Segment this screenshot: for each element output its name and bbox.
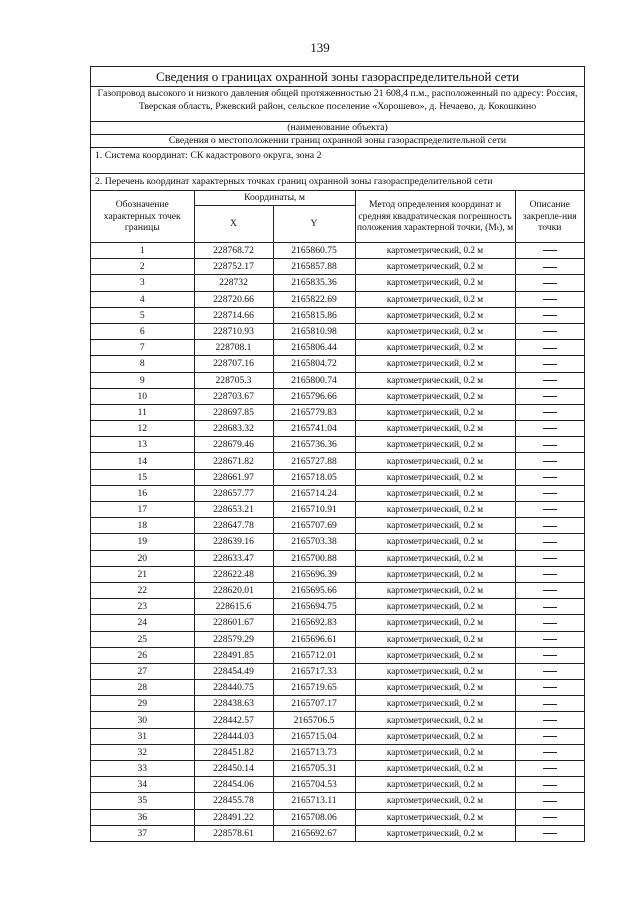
y-cell: 2165727.88 bbox=[273, 453, 355, 469]
table-row bbox=[91, 728, 584, 744]
point-cell: 31 bbox=[91, 728, 194, 744]
dash-mark bbox=[543, 526, 557, 527]
x-cell: 228444.03 bbox=[194, 728, 273, 744]
x-cell: 228491.85 bbox=[194, 647, 273, 663]
method-cell: картометрический, 0.2 м bbox=[355, 680, 515, 696]
method-cell: картометрический, 0.2 м bbox=[355, 469, 515, 485]
table-row bbox=[91, 453, 584, 469]
header-method: Метод определения координат и средняя квадратическая погрешность положения характерной точки, (Mₜ), м bbox=[355, 191, 515, 243]
x-cell: 228679.46 bbox=[194, 437, 273, 453]
description-cell bbox=[515, 582, 584, 598]
y-cell: 2165835.36 bbox=[273, 275, 355, 291]
description-cell bbox=[515, 421, 584, 437]
point-cell: 26 bbox=[91, 647, 194, 663]
x-cell: 228601.67 bbox=[194, 615, 273, 631]
y-cell: 2165704.53 bbox=[273, 777, 355, 793]
dash-mark bbox=[543, 461, 557, 462]
table-row bbox=[91, 437, 584, 453]
x-cell: 228442.57 bbox=[194, 712, 273, 728]
dash-mark bbox=[543, 752, 557, 753]
method-cell: картометрический, 0.2 м bbox=[355, 728, 515, 744]
x-cell: 228450.14 bbox=[194, 761, 273, 777]
coordinates-list-title: 2. Перечень координат характерных точках границ охранной зоны газораспределительной сети bbox=[91, 174, 584, 191]
point-cell: 4 bbox=[91, 291, 194, 307]
dash-mark bbox=[543, 720, 557, 721]
x-cell: 228703.67 bbox=[194, 388, 273, 404]
point-cell: 9 bbox=[91, 372, 194, 388]
table-row bbox=[91, 469, 584, 485]
point-cell: 29 bbox=[91, 696, 194, 712]
object-block bbox=[91, 87, 584, 122]
method-cell: картометрический, 0.2 м bbox=[355, 275, 515, 291]
table-row bbox=[91, 825, 584, 841]
x-cell: 228454.49 bbox=[194, 663, 273, 679]
y-cell: 2165717.33 bbox=[273, 663, 355, 679]
x-cell: 228707.16 bbox=[194, 356, 273, 372]
y-cell: 2165822.69 bbox=[273, 291, 355, 307]
method-cell: картометрический, 0.2 м bbox=[355, 550, 515, 566]
description-cell bbox=[515, 534, 584, 550]
point-cell: 2 bbox=[91, 259, 194, 275]
y-cell: 2165692.83 bbox=[273, 615, 355, 631]
dash-mark bbox=[543, 590, 557, 591]
table-row bbox=[91, 744, 584, 760]
method-cell: картометрический, 0.2 м bbox=[355, 566, 515, 582]
point-cell: 28 bbox=[91, 680, 194, 696]
table-header-row bbox=[91, 191, 584, 206]
method-cell: картометрический, 0.2 м bbox=[355, 388, 515, 404]
x-cell: 228639.16 bbox=[194, 534, 273, 550]
x-cell: 228491.22 bbox=[194, 809, 273, 825]
method-cell: картометрический, 0.2 м bbox=[355, 243, 515, 259]
method-cell: картометрический, 0.2 м bbox=[355, 518, 515, 534]
table-row bbox=[91, 647, 584, 663]
dash-mark bbox=[543, 817, 557, 818]
description-cell bbox=[515, 777, 584, 793]
y-cell: 2165710.91 bbox=[273, 502, 355, 518]
y-cell: 2165713.73 bbox=[273, 744, 355, 760]
point-cell: 14 bbox=[91, 453, 194, 469]
description-cell bbox=[515, 502, 584, 518]
y-cell: 2165694.75 bbox=[273, 599, 355, 615]
y-cell: 2165796.66 bbox=[273, 388, 355, 404]
method-cell: картометрический, 0.2 м bbox=[355, 712, 515, 728]
description-cell bbox=[515, 615, 584, 631]
method-cell: картометрический, 0.2 м bbox=[355, 744, 515, 760]
table-row bbox=[91, 421, 584, 437]
description-cell bbox=[515, 275, 584, 291]
description-cell bbox=[515, 647, 584, 663]
description-cell bbox=[515, 307, 584, 323]
y-cell: 2165696.61 bbox=[273, 631, 355, 647]
y-cell: 2165857.88 bbox=[273, 259, 355, 275]
method-cell: картометрический, 0.2 м bbox=[355, 663, 515, 679]
description-cell bbox=[515, 566, 584, 582]
dash-mark bbox=[543, 623, 557, 624]
table-row bbox=[91, 599, 584, 615]
y-cell: 2165810.98 bbox=[273, 323, 355, 339]
header-y: Y bbox=[273, 206, 355, 243]
description-cell bbox=[515, 388, 584, 404]
header-x: X bbox=[194, 206, 273, 243]
point-cell: 23 bbox=[91, 599, 194, 615]
method-cell: картометрический, 0.2 м bbox=[355, 437, 515, 453]
point-cell: 37 bbox=[91, 825, 194, 841]
method-cell: картометрический, 0.2 м bbox=[355, 502, 515, 518]
table-row bbox=[91, 663, 584, 679]
dash-mark bbox=[543, 380, 557, 381]
description-cell bbox=[515, 793, 584, 809]
method-cell: картометрический, 0.2 м bbox=[355, 453, 515, 469]
description-cell bbox=[515, 825, 584, 841]
dash-mark bbox=[543, 785, 557, 786]
x-cell: 228752.17 bbox=[194, 259, 273, 275]
description-cell bbox=[515, 323, 584, 339]
method-cell: картометрический, 0.2 м bbox=[355, 825, 515, 841]
dash-mark bbox=[543, 493, 557, 494]
x-cell: 228454.06 bbox=[194, 777, 273, 793]
x-cell: 228705.3 bbox=[194, 372, 273, 388]
point-cell: 17 bbox=[91, 502, 194, 518]
y-cell: 2165800.74 bbox=[273, 372, 355, 388]
table-row bbox=[91, 404, 584, 420]
y-cell: 2165706.5 bbox=[273, 712, 355, 728]
dash-mark bbox=[543, 736, 557, 737]
method-cell: картометрический, 0.2 м bbox=[355, 761, 515, 777]
y-cell: 2165715.04 bbox=[273, 728, 355, 744]
location-heading: Сведения о местоположении границ охранной зоны газораспределительной сети bbox=[91, 135, 584, 148]
description-cell bbox=[515, 453, 584, 469]
x-cell: 228438.63 bbox=[194, 696, 273, 712]
table-row bbox=[91, 372, 584, 388]
y-cell: 2165713.11 bbox=[273, 793, 355, 809]
dash-mark bbox=[543, 655, 557, 656]
y-cell: 2165700.88 bbox=[273, 550, 355, 566]
header-point: Обозначение характерных точек границы bbox=[91, 191, 194, 243]
x-cell: 228615.6 bbox=[194, 599, 273, 615]
table-row bbox=[91, 534, 584, 550]
point-cell: 8 bbox=[91, 356, 194, 372]
table-row bbox=[91, 712, 584, 728]
description-cell bbox=[515, 404, 584, 420]
method-cell: картометрический, 0.2 м bbox=[355, 421, 515, 437]
dash-mark bbox=[543, 283, 557, 284]
y-cell: 2165695.66 bbox=[273, 582, 355, 598]
x-cell: 228440.75 bbox=[194, 680, 273, 696]
point-cell: 34 bbox=[91, 777, 194, 793]
table-row bbox=[91, 777, 584, 793]
y-cell: 2165712.01 bbox=[273, 647, 355, 663]
description-cell bbox=[515, 809, 584, 825]
method-cell: картометрический, 0.2 м bbox=[355, 582, 515, 598]
table-row bbox=[91, 275, 584, 291]
dash-mark bbox=[543, 445, 557, 446]
x-cell: 228710.93 bbox=[194, 323, 273, 339]
dash-mark bbox=[543, 768, 557, 769]
description-cell bbox=[515, 680, 584, 696]
coordinates-table bbox=[91, 191, 584, 841]
table-row bbox=[91, 631, 584, 647]
dash-mark bbox=[543, 412, 557, 413]
dash-mark bbox=[543, 267, 557, 268]
blank-line bbox=[91, 115, 584, 121]
dash-mark bbox=[543, 299, 557, 300]
point-cell: 22 bbox=[91, 582, 194, 598]
y-cell: 2165741.04 bbox=[273, 421, 355, 437]
method-cell: картометрический, 0.2 м bbox=[355, 631, 515, 647]
table-row bbox=[91, 518, 584, 534]
table-row bbox=[91, 243, 584, 259]
point-cell: 19 bbox=[91, 534, 194, 550]
y-cell: 2165779.83 bbox=[273, 404, 355, 420]
x-cell: 228720.66 bbox=[194, 291, 273, 307]
description-cell bbox=[515, 291, 584, 307]
y-cell: 2165804.72 bbox=[273, 356, 355, 372]
dash-mark bbox=[543, 250, 557, 251]
point-cell: 21 bbox=[91, 566, 194, 582]
description-cell bbox=[515, 631, 584, 647]
y-cell: 2165806.44 bbox=[273, 340, 355, 356]
y-cell: 2165718.05 bbox=[273, 469, 355, 485]
table-row bbox=[91, 259, 584, 275]
dash-mark bbox=[543, 558, 557, 559]
description-cell bbox=[515, 243, 584, 259]
description-cell bbox=[515, 259, 584, 275]
method-cell: картометрический, 0.2 м bbox=[355, 696, 515, 712]
method-cell: картометрический, 0.2 м bbox=[355, 340, 515, 356]
table-row bbox=[91, 582, 584, 598]
description-cell bbox=[515, 437, 584, 453]
description-cell bbox=[515, 485, 584, 501]
y-cell: 2165719.65 bbox=[273, 680, 355, 696]
point-cell: 24 bbox=[91, 615, 194, 631]
dash-mark bbox=[543, 331, 557, 332]
method-cell: картометрический, 0.2 м bbox=[355, 323, 515, 339]
dash-mark bbox=[543, 574, 557, 575]
method-cell: картометрический, 0.2 м bbox=[355, 599, 515, 615]
table-row bbox=[91, 291, 584, 307]
dash-mark bbox=[543, 315, 557, 316]
description-cell bbox=[515, 599, 584, 615]
point-cell: 16 bbox=[91, 485, 194, 501]
point-cell: 7 bbox=[91, 340, 194, 356]
object-caption: (наименование объекта) bbox=[91, 122, 584, 135]
description-cell bbox=[515, 728, 584, 744]
dash-mark bbox=[543, 704, 557, 705]
description-cell bbox=[515, 550, 584, 566]
y-cell: 2165707.69 bbox=[273, 518, 355, 534]
dash-mark bbox=[543, 428, 557, 429]
dash-mark bbox=[543, 364, 557, 365]
x-cell: 228622.48 bbox=[194, 566, 273, 582]
description-cell bbox=[515, 744, 584, 760]
x-cell: 228620.01 bbox=[194, 582, 273, 598]
method-cell: картометрический, 0.2 м bbox=[355, 485, 515, 501]
description-cell bbox=[515, 372, 584, 388]
point-cell: 32 bbox=[91, 744, 194, 760]
x-cell: 228697.85 bbox=[194, 404, 273, 420]
x-cell: 228633.47 bbox=[194, 550, 273, 566]
table-row bbox=[91, 307, 584, 323]
point-cell: 15 bbox=[91, 469, 194, 485]
x-cell: 228732 bbox=[194, 275, 273, 291]
document-sheet bbox=[90, 66, 585, 842]
method-cell: картометрический, 0.2 м bbox=[355, 372, 515, 388]
x-cell: 228451.82 bbox=[194, 744, 273, 760]
x-cell: 228578.61 bbox=[194, 825, 273, 841]
table-row bbox=[91, 566, 584, 582]
x-cell: 228653.21 bbox=[194, 502, 273, 518]
point-cell: 30 bbox=[91, 712, 194, 728]
dash-mark bbox=[543, 607, 557, 608]
table-body bbox=[91, 243, 584, 841]
description-cell bbox=[515, 356, 584, 372]
method-cell: картометрический, 0.2 м bbox=[355, 291, 515, 307]
x-cell: 228579.29 bbox=[194, 631, 273, 647]
x-cell: 228714.66 bbox=[194, 307, 273, 323]
title-block bbox=[91, 67, 584, 87]
description-cell bbox=[515, 712, 584, 728]
method-cell: картометрический, 0.2 м bbox=[355, 809, 515, 825]
dash-mark bbox=[543, 348, 557, 349]
point-cell: 10 bbox=[91, 388, 194, 404]
point-cell: 35 bbox=[91, 793, 194, 809]
point-cell: 13 bbox=[91, 437, 194, 453]
method-cell: картометрический, 0.2 м bbox=[355, 534, 515, 550]
y-cell: 2165815.86 bbox=[273, 307, 355, 323]
y-cell: 2165705.31 bbox=[273, 761, 355, 777]
method-cell: картометрический, 0.2 м bbox=[355, 259, 515, 275]
coordinate-system: 1. Система координат: СК кадастрового округа, зона 2 bbox=[91, 148, 584, 174]
x-cell: 228657.77 bbox=[194, 485, 273, 501]
y-cell: 2165860.75 bbox=[273, 243, 355, 259]
header-description: Описание закрепле-ния точки bbox=[515, 191, 584, 243]
page-number: 139 bbox=[310, 40, 330, 55]
y-cell: 2165707.17 bbox=[273, 696, 355, 712]
method-cell: картометрический, 0.2 м bbox=[355, 356, 515, 372]
table-row bbox=[91, 615, 584, 631]
table-row bbox=[91, 680, 584, 696]
x-cell: 228661.97 bbox=[194, 469, 273, 485]
x-cell: 228671.82 bbox=[194, 453, 273, 469]
point-cell: 3 bbox=[91, 275, 194, 291]
x-cell: 228708.1 bbox=[194, 340, 273, 356]
table-row bbox=[91, 388, 584, 404]
description-cell bbox=[515, 469, 584, 485]
point-cell: 1 bbox=[91, 243, 194, 259]
y-cell: 2165696.39 bbox=[273, 566, 355, 582]
dash-mark bbox=[543, 639, 557, 640]
dash-mark bbox=[543, 801, 557, 802]
point-cell: 5 bbox=[91, 307, 194, 323]
table-row bbox=[91, 550, 584, 566]
y-cell: 2165692.67 bbox=[273, 825, 355, 841]
description-cell bbox=[515, 761, 584, 777]
table-row bbox=[91, 340, 584, 356]
table-row bbox=[91, 761, 584, 777]
x-cell: 228768.72 bbox=[194, 243, 273, 259]
table-row bbox=[91, 356, 584, 372]
method-cell: картометрический, 0.2 м bbox=[355, 615, 515, 631]
point-cell: 11 bbox=[91, 404, 194, 420]
y-cell: 2165714.24 bbox=[273, 485, 355, 501]
dash-mark bbox=[543, 509, 557, 510]
header-coordinates: Координаты, м bbox=[194, 191, 355, 206]
object-description: Газопровод высокого и низкого давления общей протяженностью 21 608,4 п.м., расположенный по адресу: Россия, Тверская область, Ржевский район, сельское поселение «Хорошево», д. Нечаево, д. Кокошкино bbox=[97, 88, 578, 112]
dash-mark bbox=[543, 542, 557, 543]
x-cell: 228647.78 bbox=[194, 518, 273, 534]
point-cell: 18 bbox=[91, 518, 194, 534]
description-cell bbox=[515, 663, 584, 679]
method-cell: картометрический, 0.2 м bbox=[355, 777, 515, 793]
description-cell bbox=[515, 696, 584, 712]
dash-mark bbox=[543, 396, 557, 397]
document-title: Сведения о границах охранной зоны газораспределительной сети bbox=[155, 69, 520, 84]
description-cell bbox=[515, 518, 584, 534]
point-cell: 25 bbox=[91, 631, 194, 647]
method-cell: картометрический, 0.2 м bbox=[355, 793, 515, 809]
table-row bbox=[91, 793, 584, 809]
point-cell: 6 bbox=[91, 323, 194, 339]
method-cell: картометрический, 0.2 м bbox=[355, 307, 515, 323]
point-cell: 36 bbox=[91, 809, 194, 825]
y-cell: 2165703.38 bbox=[273, 534, 355, 550]
point-cell: 20 bbox=[91, 550, 194, 566]
table-row bbox=[91, 502, 584, 518]
table-row bbox=[91, 323, 584, 339]
dash-mark bbox=[543, 671, 557, 672]
dash-mark bbox=[543, 687, 557, 688]
point-cell: 27 bbox=[91, 663, 194, 679]
point-cell: 33 bbox=[91, 761, 194, 777]
method-cell: картометрический, 0.2 м bbox=[355, 404, 515, 420]
method-cell: картометрический, 0.2 м bbox=[355, 647, 515, 663]
x-cell: 228683.32 bbox=[194, 421, 273, 437]
description-cell bbox=[515, 340, 584, 356]
table-row bbox=[91, 809, 584, 825]
table-row bbox=[91, 696, 584, 712]
y-cell: 2165708.06 bbox=[273, 809, 355, 825]
dash-mark bbox=[543, 833, 557, 834]
x-cell: 228455.78 bbox=[194, 793, 273, 809]
table-row bbox=[91, 485, 584, 501]
point-cell: 12 bbox=[91, 421, 194, 437]
y-cell: 2165736.36 bbox=[273, 437, 355, 453]
dash-mark bbox=[543, 477, 557, 478]
